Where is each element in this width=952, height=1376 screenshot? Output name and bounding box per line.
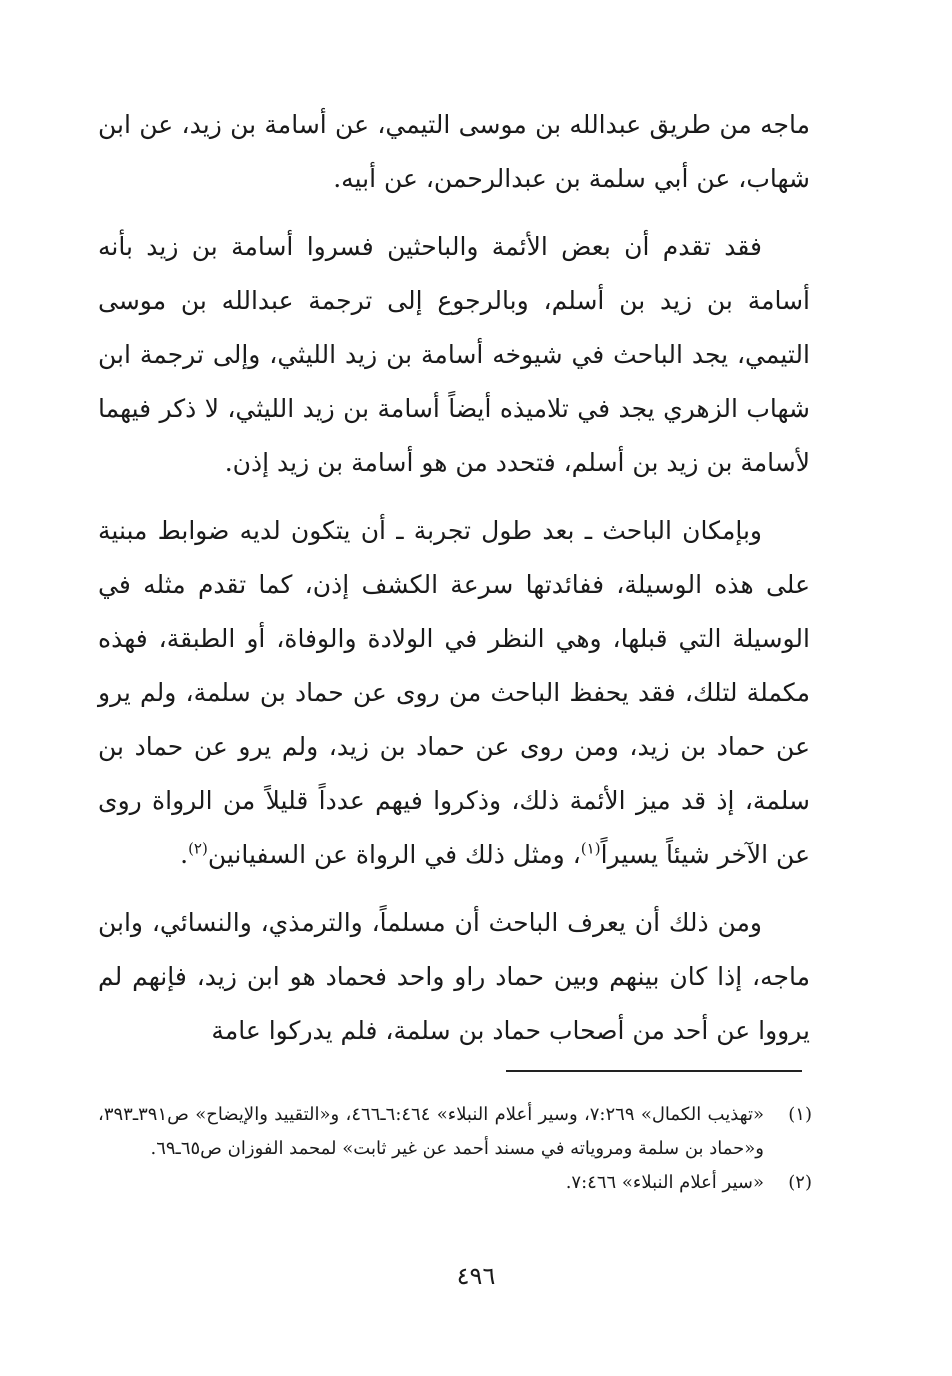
paragraph-3 [98,504,810,882]
page-number: ٤٩٦ [456,1262,496,1290]
footnote-2 [98,1166,812,1200]
footnote-2-number: (٢) [788,1172,812,1193]
paragraph-2-text: فقد تقدم أن بعض الأئمة والباحثين فسروا أسامة بن زيد بأنه أسامة بن زيد بن أسلم، وبالرجوع إلى ترجمة عبدالله بن موسى التيمي، يجد الباحث في شيوخه أسامة بن زيد الليثي، وإلى ترجمة ابن شهاب الزهري يجد في تلاميذه أيضاً أسامة بن زيد الليثي، لا ذكر فيهما لأسامة بن زيد بن أسلم، فتحدد من هو أسامة بن زيد إذن. [98,232,810,477]
footnote-ref-1: (١) [580,839,601,858]
footnote-2-text: «سير أعلام النبلاء» ٧:٤٦٦. [565,1172,764,1193]
footnotes-block [98,1098,812,1200]
paragraph-3-text-part1: وبإمكان الباحث ـ بعد طول تجربة ـ أن يتكون لديه ضوابط مبنية على هذه الوسيلة، ففائدتها سرعة الكشف إذن، كما تقدم مثله في الوسيلة التي قبلها، وهي النظر في الولادة والوفاة، أو الطبقة، فهذه مكملة لتلك، فقد يحفظ الباحث من روى عن حماد بن سلمة، ولم يرو عن حماد بن زيد، ومن روى عن حماد بن زيد، ولم يرو عن حماد بن سلمة، إذ قد ميز الأئمة ذلك، وذكروا فيهم عدداً قليلاً من الرواة روى عن الآخر شيئاً يسيراً [98,516,811,869]
footnote-1 [98,1098,812,1166]
paragraph-1 [98,98,810,206]
paragraph-3-text-part2: ، ومثل ذلك في الرواة عن السفيانين [207,840,581,869]
paragraph-3-text-part3: . [180,840,189,869]
footnote-ref-2: (٢) [188,839,208,858]
footnote-1-text: «تهذيب الكمال» ٧:٢٦٩، وسير أعلام النبلاء» ٦:٤٦٤ـ٤٦٦، و«التقييد والإيضاح» ص٣٩١ـ٣٩٣، و«حماد بن سلمة ومروياته في مسند أحمد عن غير ثابت» لمحمد الفوزان ص٦٥ـ٦٩. [98,1104,764,1159]
footnote-1-number: (١) [788,1104,812,1125]
paragraph-2 [98,220,810,490]
paragraph-4-text: ومن ذلك أن يعرف الباحث أن مسلماً، والترمذي، والنسائي، وابن ماجه، إذا كان بينهم وبين حماد راو واحد فحماد هو ابن زيد، فإنهم لم يرووا عن أحد من أصحاب حماد بن سلمة، فلم يدركوا عامة [98,908,810,1045]
footnote-separator [506,1070,802,1072]
main-text-block [98,98,810,1058]
paragraph-1-text: ماجه من طريق عبدالله بن موسى التيمي، عن أسامة بن زيد، عن ابن شهاب، عن أبي سلمة بن عبدالرحمن، عن أبيه. [98,110,810,193]
paragraph-4 [98,896,810,1058]
